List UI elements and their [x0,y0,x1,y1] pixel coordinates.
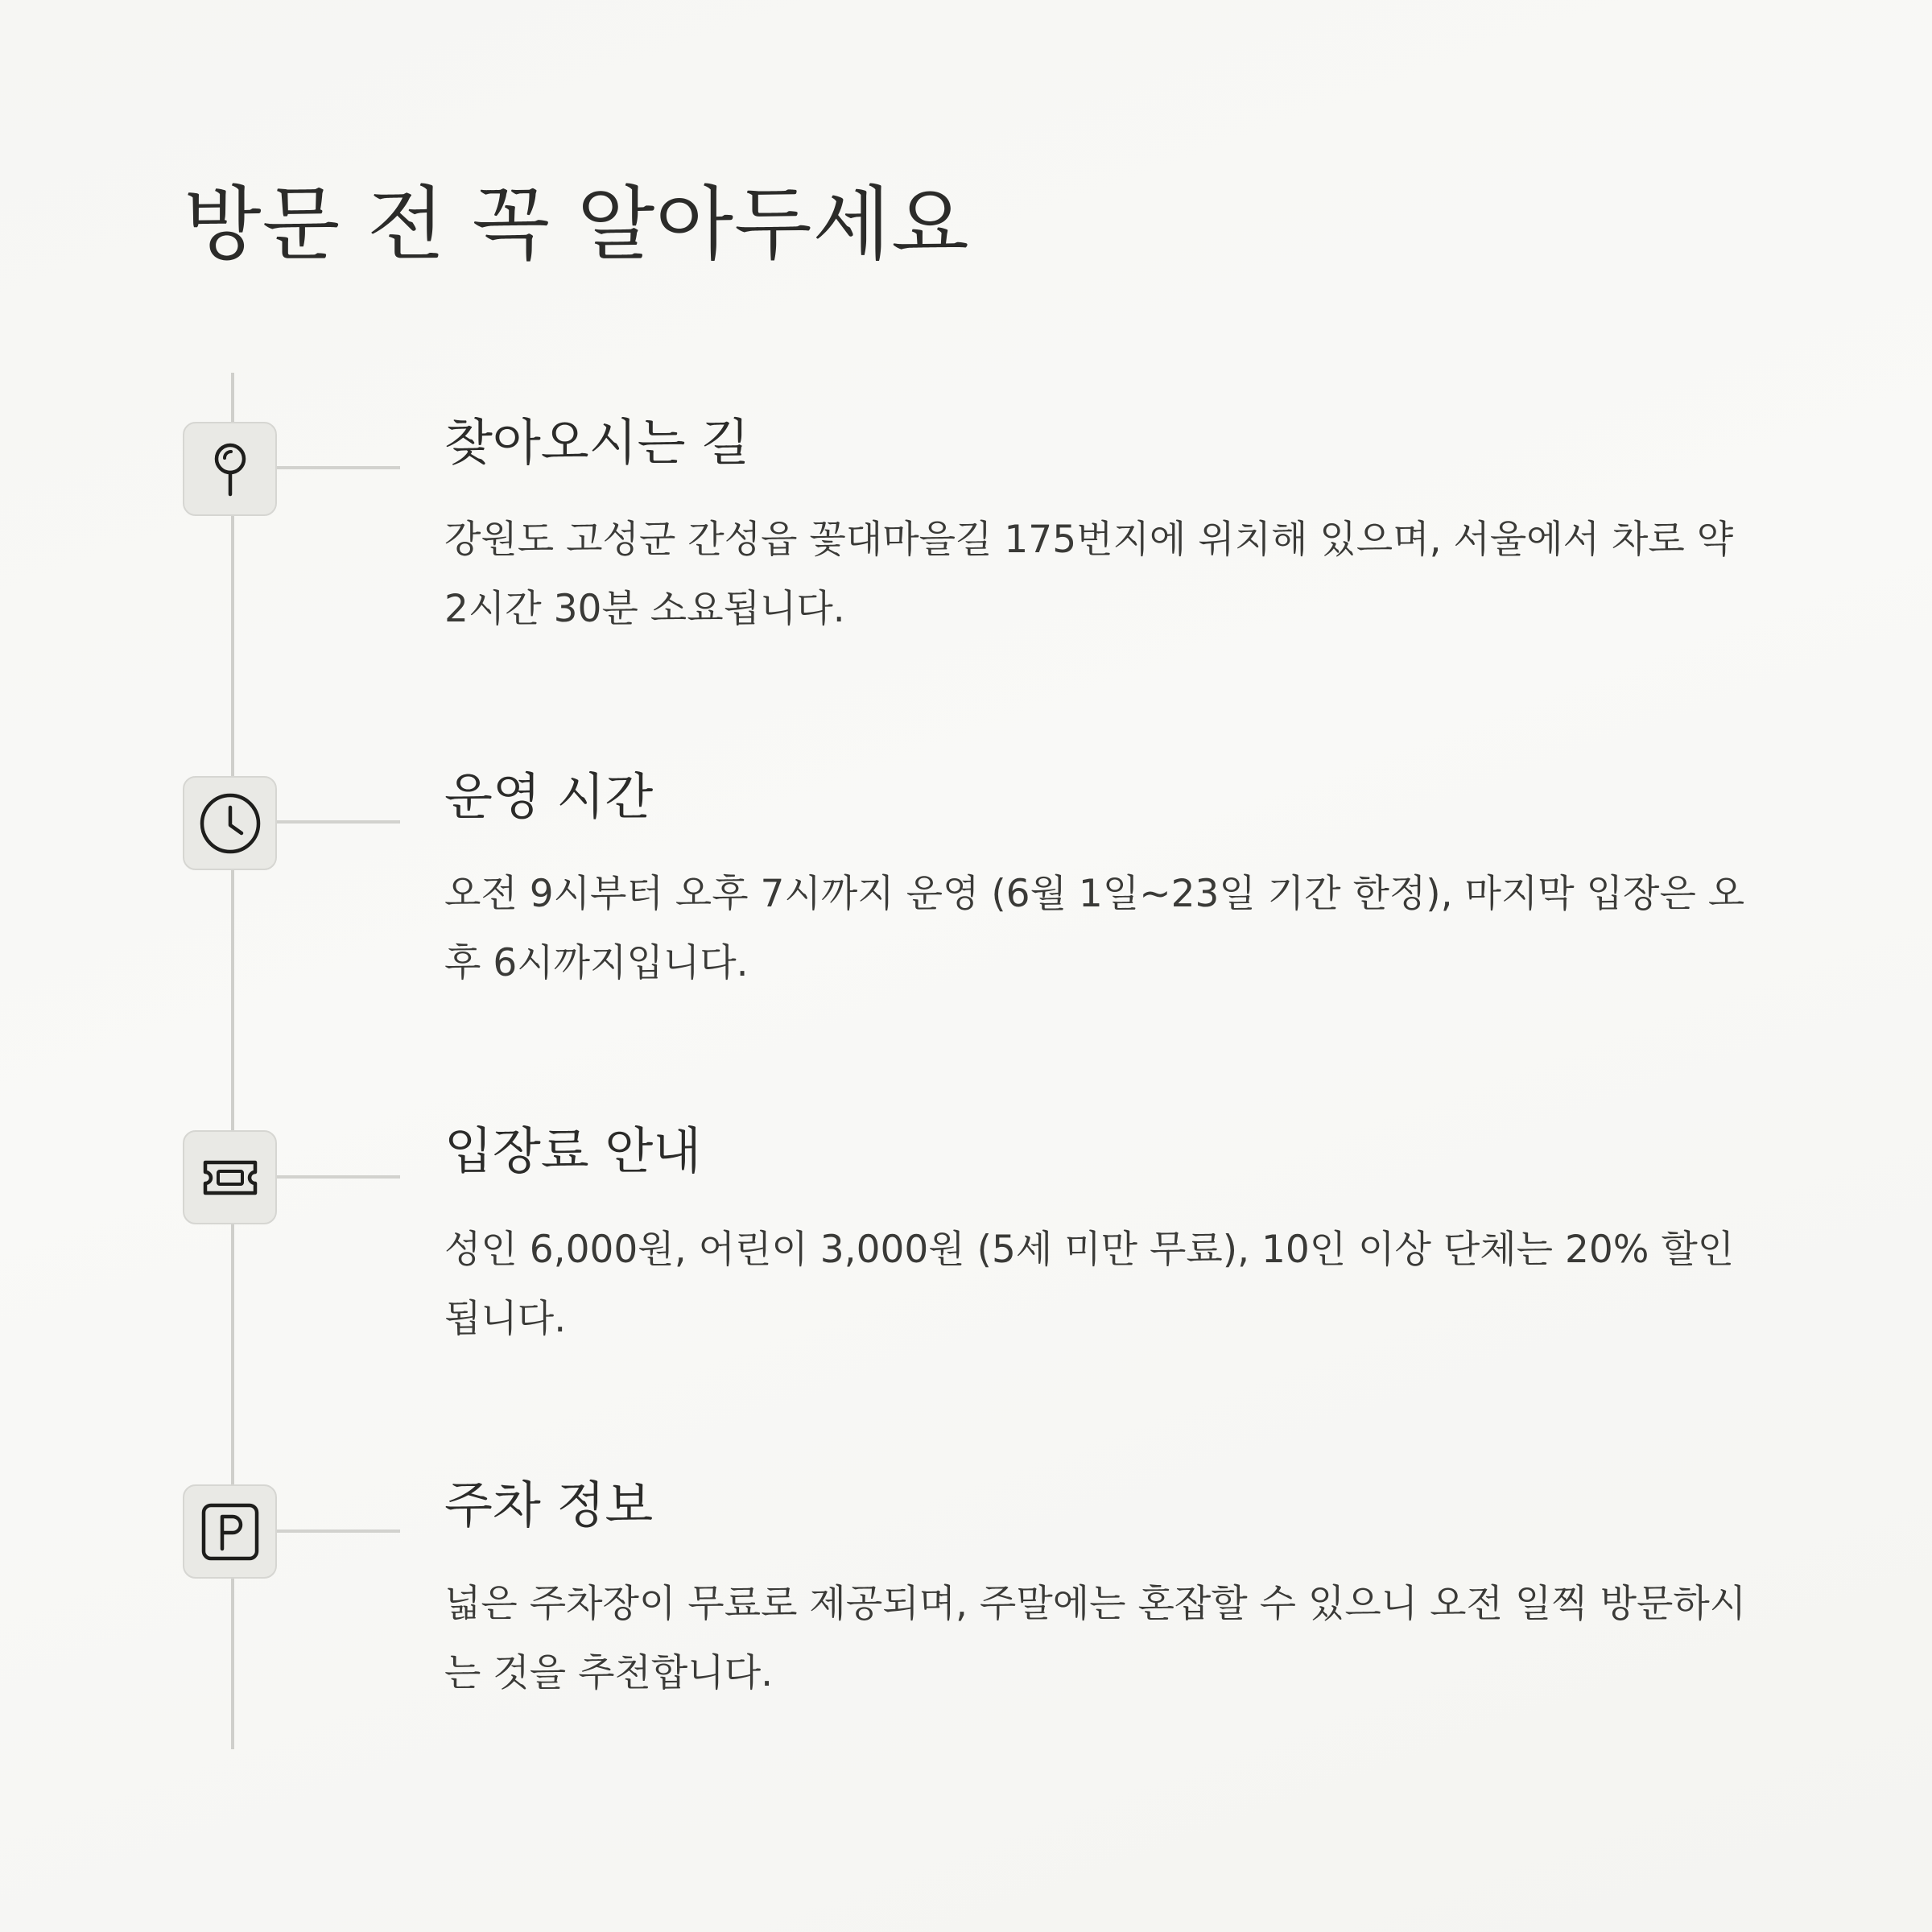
clock-icon [196,789,265,858]
item-title: 운영 시간 [444,767,654,826]
icon-badge [183,422,277,516]
ticket-icon [196,1143,265,1212]
item-description: 성인 6,000원, 어린이 3,000원 (5세 미만 무료), 10인 이상 단체는 20% 할인됩니다. [444,1228,1735,1341]
page-title: 방문 전 꼭 알아두세요 [184,177,970,271]
item-description: 넓은 주차장이 무료로 제공되며, 주말에는 혼잡할 수 있으니 오전 일찍 방문하시는 것을 추천합니다. [444,1582,1747,1695]
item-title: 찾아오시는 길 [444,413,750,472]
icon-badge [183,1484,277,1579]
icon-badge [183,1130,277,1224]
item-title: 주차 정보 [444,1476,654,1534]
item-description: 강원도 고성군 간성읍 꽃대마을길 175번지에 위치해 있으며, 서울에서 차로 약 2시간 30분 소요됩니다. [444,518,1734,631]
connector-line [277,1530,400,1533]
item-title: 입장료 안내 [444,1121,702,1180]
connector-line [277,1175,400,1179]
item-description: 오전 9시부터 오후 7시까지 운영 (6월 1일~23일 기간 한정), 마지막 입장은 오후 6시까지입니다. [444,872,1745,985]
connector-line [277,820,400,824]
connector-line [277,466,400,469]
parking-icon [196,1497,265,1567]
icon-badge [183,776,277,870]
map-pin-icon [196,435,265,504]
